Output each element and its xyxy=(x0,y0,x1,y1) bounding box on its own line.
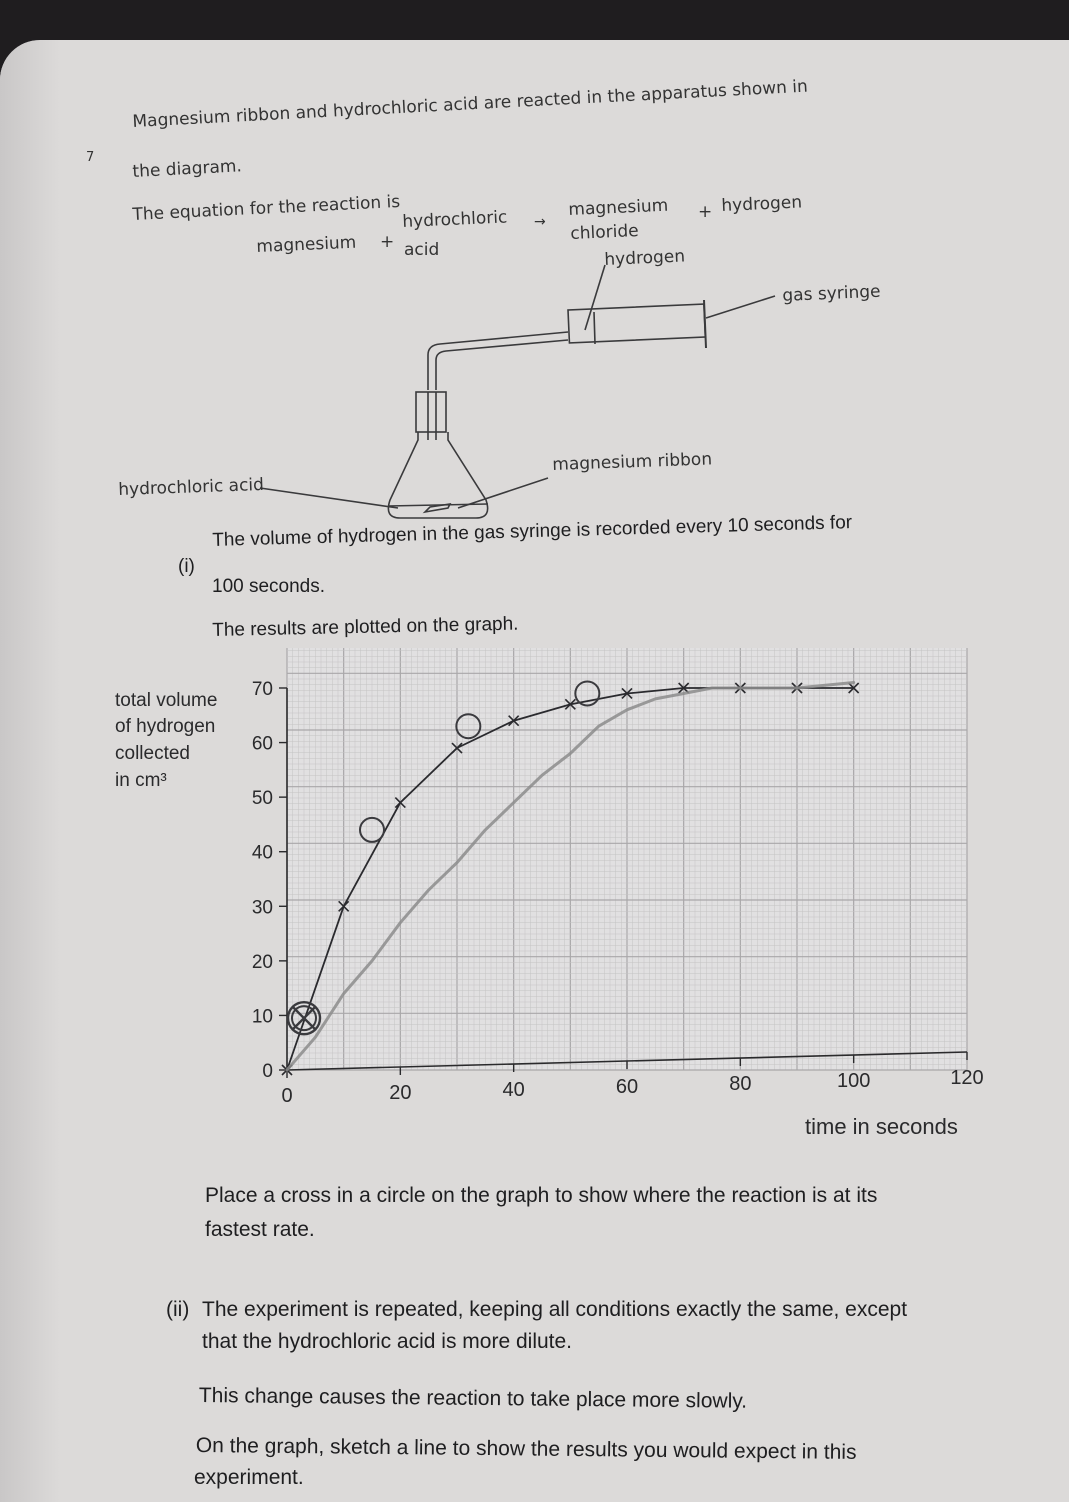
x-tick-label: 20 xyxy=(389,1082,412,1104)
x-axis-label: time in seconds xyxy=(805,1114,958,1139)
y-tick-label: 60 xyxy=(251,733,273,755)
x-tick-label: 80 xyxy=(729,1073,752,1095)
equation-product1-line1: magnesium xyxy=(568,195,669,220)
equation-product1-line2: chloride xyxy=(570,221,640,244)
y-axis-label-line3: collected xyxy=(115,743,190,764)
y-tick-label: 70 xyxy=(251,679,273,700)
equation-plus1: + xyxy=(380,232,395,252)
part-i-label: (i) xyxy=(178,556,195,577)
part-i-text-line1: The volume of hydrogen in the gas syringe is recorded every 10 seconds for xyxy=(212,512,853,551)
equation-product2: hydrogen xyxy=(721,192,803,216)
part-i-text-line2: 100 seconds. xyxy=(212,576,326,597)
x-tick-label: 100 xyxy=(836,1070,871,1092)
x-tick-label: 60 xyxy=(615,1076,639,1098)
part-ii-text-line4: On the graph, sketch a line to show the results you would expect in this xyxy=(195,1434,857,1464)
part-i-results-text: The results are plotted on the graph. xyxy=(212,613,519,641)
part-ii-label: (ii) xyxy=(166,1298,190,1321)
equation-reactant2-line2: acid xyxy=(404,240,440,260)
y-tick-label: 30 xyxy=(251,897,273,919)
equation-arrow: → xyxy=(534,214,546,230)
question-intro-line2: the diagram. xyxy=(132,156,243,182)
y-axis-label-line2: of hydrogen xyxy=(115,716,216,737)
question-intro-line1: Magnesium ribbon and hydrochloric acid are reacted in the apparatus shown in xyxy=(132,76,809,132)
part-ii-text-line1: The experiment is repeated, keeping all conditions exactly the same, except xyxy=(202,1298,908,1321)
question-number: 7 xyxy=(86,150,95,165)
equation-intro: The equation for the reaction is xyxy=(132,191,401,225)
equation-reactant2-line1: hydrochloric xyxy=(402,207,508,232)
equation-plus2: + xyxy=(698,202,713,222)
part-i-instruction-line2: fastest rate. xyxy=(205,1218,315,1241)
diagram-label-gas-syringe: gas syringe xyxy=(782,281,881,306)
part-i-instruction-line1: Place a cross in a circle on the graph to show where the reaction is at its xyxy=(205,1184,878,1207)
x-tick-label: 0 xyxy=(281,1085,293,1107)
y-tick-label: 10 xyxy=(251,1006,273,1028)
x-tick-label: 120 xyxy=(950,1067,984,1089)
diagram-label-magnesium-ribbon: magnesium ribbon xyxy=(552,449,713,475)
part-ii-text-line2: that the hydrochloric acid is more dilute. xyxy=(202,1330,573,1353)
part-ii-text-line3: This change causes the reaction to take place more slowly. xyxy=(198,1384,748,1413)
y-tick-label: 50 xyxy=(251,788,273,810)
x-tick-label: 40 xyxy=(502,1079,525,1101)
equation-reactant1: magnesium xyxy=(256,232,357,257)
y-tick-label: 0 xyxy=(262,1061,273,1082)
y-tick-label: 20 xyxy=(251,951,273,973)
y-tick-label: 40 xyxy=(251,842,273,864)
y-axis-label-line1: total volume xyxy=(115,690,218,711)
diagram-label-hydrochloric-acid: hydrochloric acid xyxy=(118,474,265,500)
part-ii-text-line5: experiment. xyxy=(194,1466,304,1489)
diagram-label-hydrogen: hydrogen xyxy=(604,246,686,270)
y-axis-label-line4: in cm³ xyxy=(115,770,167,791)
